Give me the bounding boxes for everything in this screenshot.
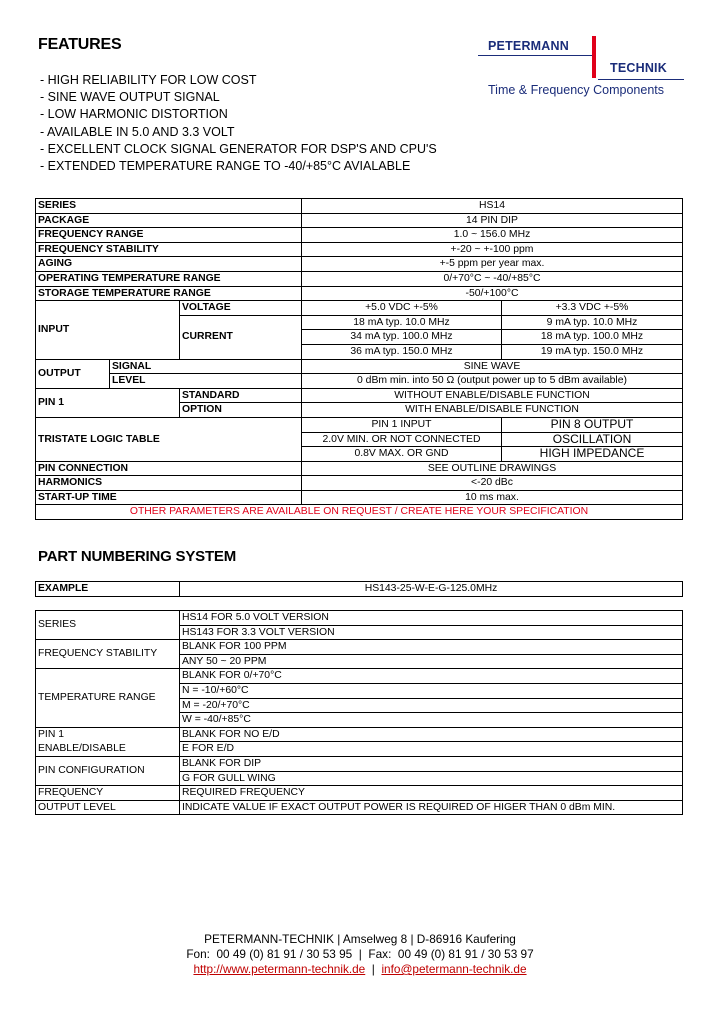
spec-value: +3.3 VDC +-5%	[502, 301, 683, 316]
spec-sublabel: VOLTAGE	[180, 301, 302, 316]
spec-value: <-20 dBc	[302, 476, 683, 491]
spec-value: SINE WAVE	[302, 359, 683, 374]
spec-label: PIN 1	[36, 388, 180, 417]
spec-table	[35, 198, 683, 520]
spec-value: +-5 ppm per year max.	[302, 257, 683, 272]
spec-notice: OTHER PARAMETERS ARE AVAILABLE ON REQUEST / CREATE HERE YOUR SPECIFICATION	[36, 505, 683, 520]
spec-value: WITHOUT ENABLE/DISABLE FUNCTION	[302, 388, 683, 403]
table-row	[36, 800, 683, 815]
spec-label: STORAGE TEMPERATURE RANGE	[36, 286, 302, 301]
spec-label: PIN CONNECTION	[36, 461, 302, 476]
spec-sublabel: STANDARD	[180, 388, 302, 403]
spec-value: SEE OUTLINE DRAWINGS	[302, 461, 683, 476]
pn-label: ENABLE/DISABLE	[36, 742, 180, 757]
spec-value: +5.0 VDC +-5%	[302, 301, 502, 316]
pn-value: HS14 FOR 5.0 VOLT VERSION	[180, 611, 683, 626]
example-table	[35, 581, 683, 597]
features-title: FEATURES	[38, 36, 122, 53]
table-row	[36, 301, 683, 316]
example-label: EXAMPLE	[36, 582, 180, 597]
spec-label: AGING	[36, 257, 302, 272]
example-value: HS143-25-W-E-G-125.0MHz	[180, 582, 683, 597]
feature-item: - HIGH RELIABILITY FOR LOW COST	[40, 73, 257, 87]
spec-sublabel: CURRENT	[180, 315, 302, 359]
pn-value: W = -40/+85°C	[180, 713, 683, 728]
spec-value: 18 mA typ. 10.0 MHz	[302, 315, 502, 330]
spec-value: 19 mA typ. 150.0 MHz	[502, 344, 683, 359]
table-row	[36, 476, 683, 491]
spec-value: 34 mA typ. 100.0 MHz	[302, 330, 502, 345]
spec-value: 18 mA typ. 100.0 MHz	[502, 330, 683, 345]
pn-value: ANY 50 ~ 20 PPM	[180, 654, 683, 669]
features-list	[40, 72, 437, 175]
table-row	[36, 213, 683, 228]
feature-item: - EXTENDED TEMPERATURE RANGE TO -40/+85°C AVIALABLE	[40, 159, 411, 174]
pn-label: PIN CONFIGURATION	[36, 756, 180, 785]
part-numbering-title: PART NUMBERING SYSTEM	[38, 548, 237, 565]
table-row	[36, 505, 683, 520]
website-link[interactable]: http://www.petermann-technik.de	[193, 962, 366, 976]
spec-value: 14 PIN DIP	[302, 213, 683, 228]
pn-value: N = -10/+60°C	[180, 683, 683, 698]
spec-label: FREQUENCY RANGE	[36, 228, 302, 243]
table-row	[36, 228, 683, 243]
spec-label: OPERATING TEMPERATURE RANGE	[36, 271, 302, 286]
footer-phone: Fon: 00 49 (0) 81 91 / 30 53 95 | Fax: 00 49 (0) 81 91 / 30 53 97	[186, 947, 534, 961]
pn-value: G FOR GULL WING	[180, 771, 683, 786]
table-row	[36, 242, 683, 257]
table-row	[36, 461, 683, 476]
pn-label: FREQUENCY	[36, 786, 180, 801]
feature-item: - AVAILABLE IN 5.0 AND 3.3 VOLT	[40, 124, 235, 139]
spec-label: HARMONICS	[36, 476, 302, 491]
spec-value: 0 dBm min. into 50 Ω (output power up to 5 dBm available)	[302, 374, 683, 389]
table-row	[36, 271, 683, 286]
spec-value: 9 mA typ. 10.0 MHz	[502, 315, 683, 330]
spec-value: -50/+100°C	[302, 286, 683, 301]
spec-label: SERIES	[36, 199, 302, 214]
logo-name-right: TECHNIK	[610, 61, 667, 75]
feature-item: - SINE WAVE OUTPUT SIGNAL	[40, 90, 220, 105]
spec-value: HS14	[302, 199, 683, 214]
spec-sublabel: SIGNAL	[110, 359, 302, 374]
table-row	[36, 611, 683, 626]
logo-rule-left	[478, 55, 596, 56]
spec-label: INPUT	[36, 301, 180, 359]
footer-address: PETERMANN-TECHNIK | Amselweg 8 | D-86916 Kaufering	[204, 932, 516, 946]
pn-label: TEMPERATURE RANGE	[36, 669, 180, 727]
spec-label: PACKAGE	[36, 213, 302, 228]
table-row	[36, 417, 683, 432]
tristate-in: 0.8V MAX. OR GND	[302, 447, 502, 462]
spec-label: OUTPUT	[36, 359, 110, 388]
tristate-head: PIN 8 OUTPUT	[502, 417, 683, 432]
pn-value: BLANK FOR 0/+70°C	[180, 669, 683, 684]
feature-item: - EXCELLENT CLOCK SIGNAL GENERATOR FOR DSP'S AND CPU'S	[40, 141, 437, 156]
tristate-out: HIGH IMPEDANCE	[502, 447, 683, 462]
part-numbering-table	[35, 610, 683, 815]
spec-label: FREQUENCY STABILITY	[36, 242, 302, 257]
tristate-in: 2.0V MIN. OR NOT CONNECTED	[302, 432, 502, 447]
pn-label: OUTPUT LEVEL	[36, 800, 180, 815]
pn-value: BLANK FOR 100 PPM	[180, 640, 683, 655]
pn-value: BLANK FOR NO E/D	[180, 727, 683, 742]
table-row	[36, 374, 683, 389]
footer-links	[0, 962, 720, 976]
spec-label: TRISTATE LOGIC TABLE	[36, 417, 302, 461]
table-row	[36, 727, 683, 742]
spec-label: START-UP TIME	[36, 490, 302, 505]
pn-label: PIN 1	[36, 727, 180, 742]
email-link[interactable]: info@petermann-technik.de	[381, 962, 527, 976]
pn-value: BLANK FOR DIP	[180, 756, 683, 771]
company-logo	[478, 34, 688, 104]
pn-value: INDICATE VALUE IF EXACT OUTPUT POWER IS REQUIRED OF HIGER THAN 0 dBm MIN.	[180, 800, 683, 815]
spec-value: 10 ms max.	[302, 490, 683, 505]
feature-item: - LOW HARMONIC DISTORTION	[40, 107, 228, 122]
table-row	[36, 669, 683, 684]
spec-value: 0/+70°C ~ -40/+85°C	[302, 271, 683, 286]
table-row	[36, 199, 683, 214]
spec-value: +-20 ~ +-100 ppm	[302, 242, 683, 257]
pn-label: SERIES	[36, 611, 180, 640]
table-row	[36, 756, 683, 771]
footer-separator: |	[365, 962, 382, 976]
spec-value: WITH ENABLE/DISABLE FUNCTION	[302, 403, 683, 418]
table-row	[36, 640, 683, 655]
logo-red-bar	[592, 36, 596, 78]
logo-rule-right	[598, 79, 684, 80]
table-row	[36, 359, 683, 374]
spec-sublabel: LEVEL	[110, 374, 302, 389]
table-row	[36, 490, 683, 505]
logo-tagline: Time & Frequency Components	[488, 83, 665, 97]
table-row	[36, 388, 683, 403]
pn-value: HS143 FOR 3.3 VOLT VERSION	[180, 625, 683, 640]
pn-value: M = -20/+70°C	[180, 698, 683, 713]
tristate-head: PIN 1 INPUT	[302, 417, 502, 432]
table-row	[36, 582, 683, 597]
table-row	[36, 257, 683, 272]
spec-sublabel: OPTION	[180, 403, 302, 418]
pn-value: REQUIRED FREQUENCY	[180, 786, 683, 801]
spec-value: 36 mA typ. 150.0 MHz	[302, 344, 502, 359]
spec-value: 1.0 ~ 156.0 MHz	[302, 228, 683, 243]
table-row	[36, 742, 683, 757]
tristate-out: OSCILLATION	[502, 432, 683, 447]
table-row	[36, 786, 683, 801]
pn-value: E FOR E/D	[180, 742, 683, 757]
table-row	[36, 286, 683, 301]
logo-name-left: PETERMANN	[488, 39, 569, 53]
pn-label: FREQUENCY STABILITY	[36, 640, 180, 669]
